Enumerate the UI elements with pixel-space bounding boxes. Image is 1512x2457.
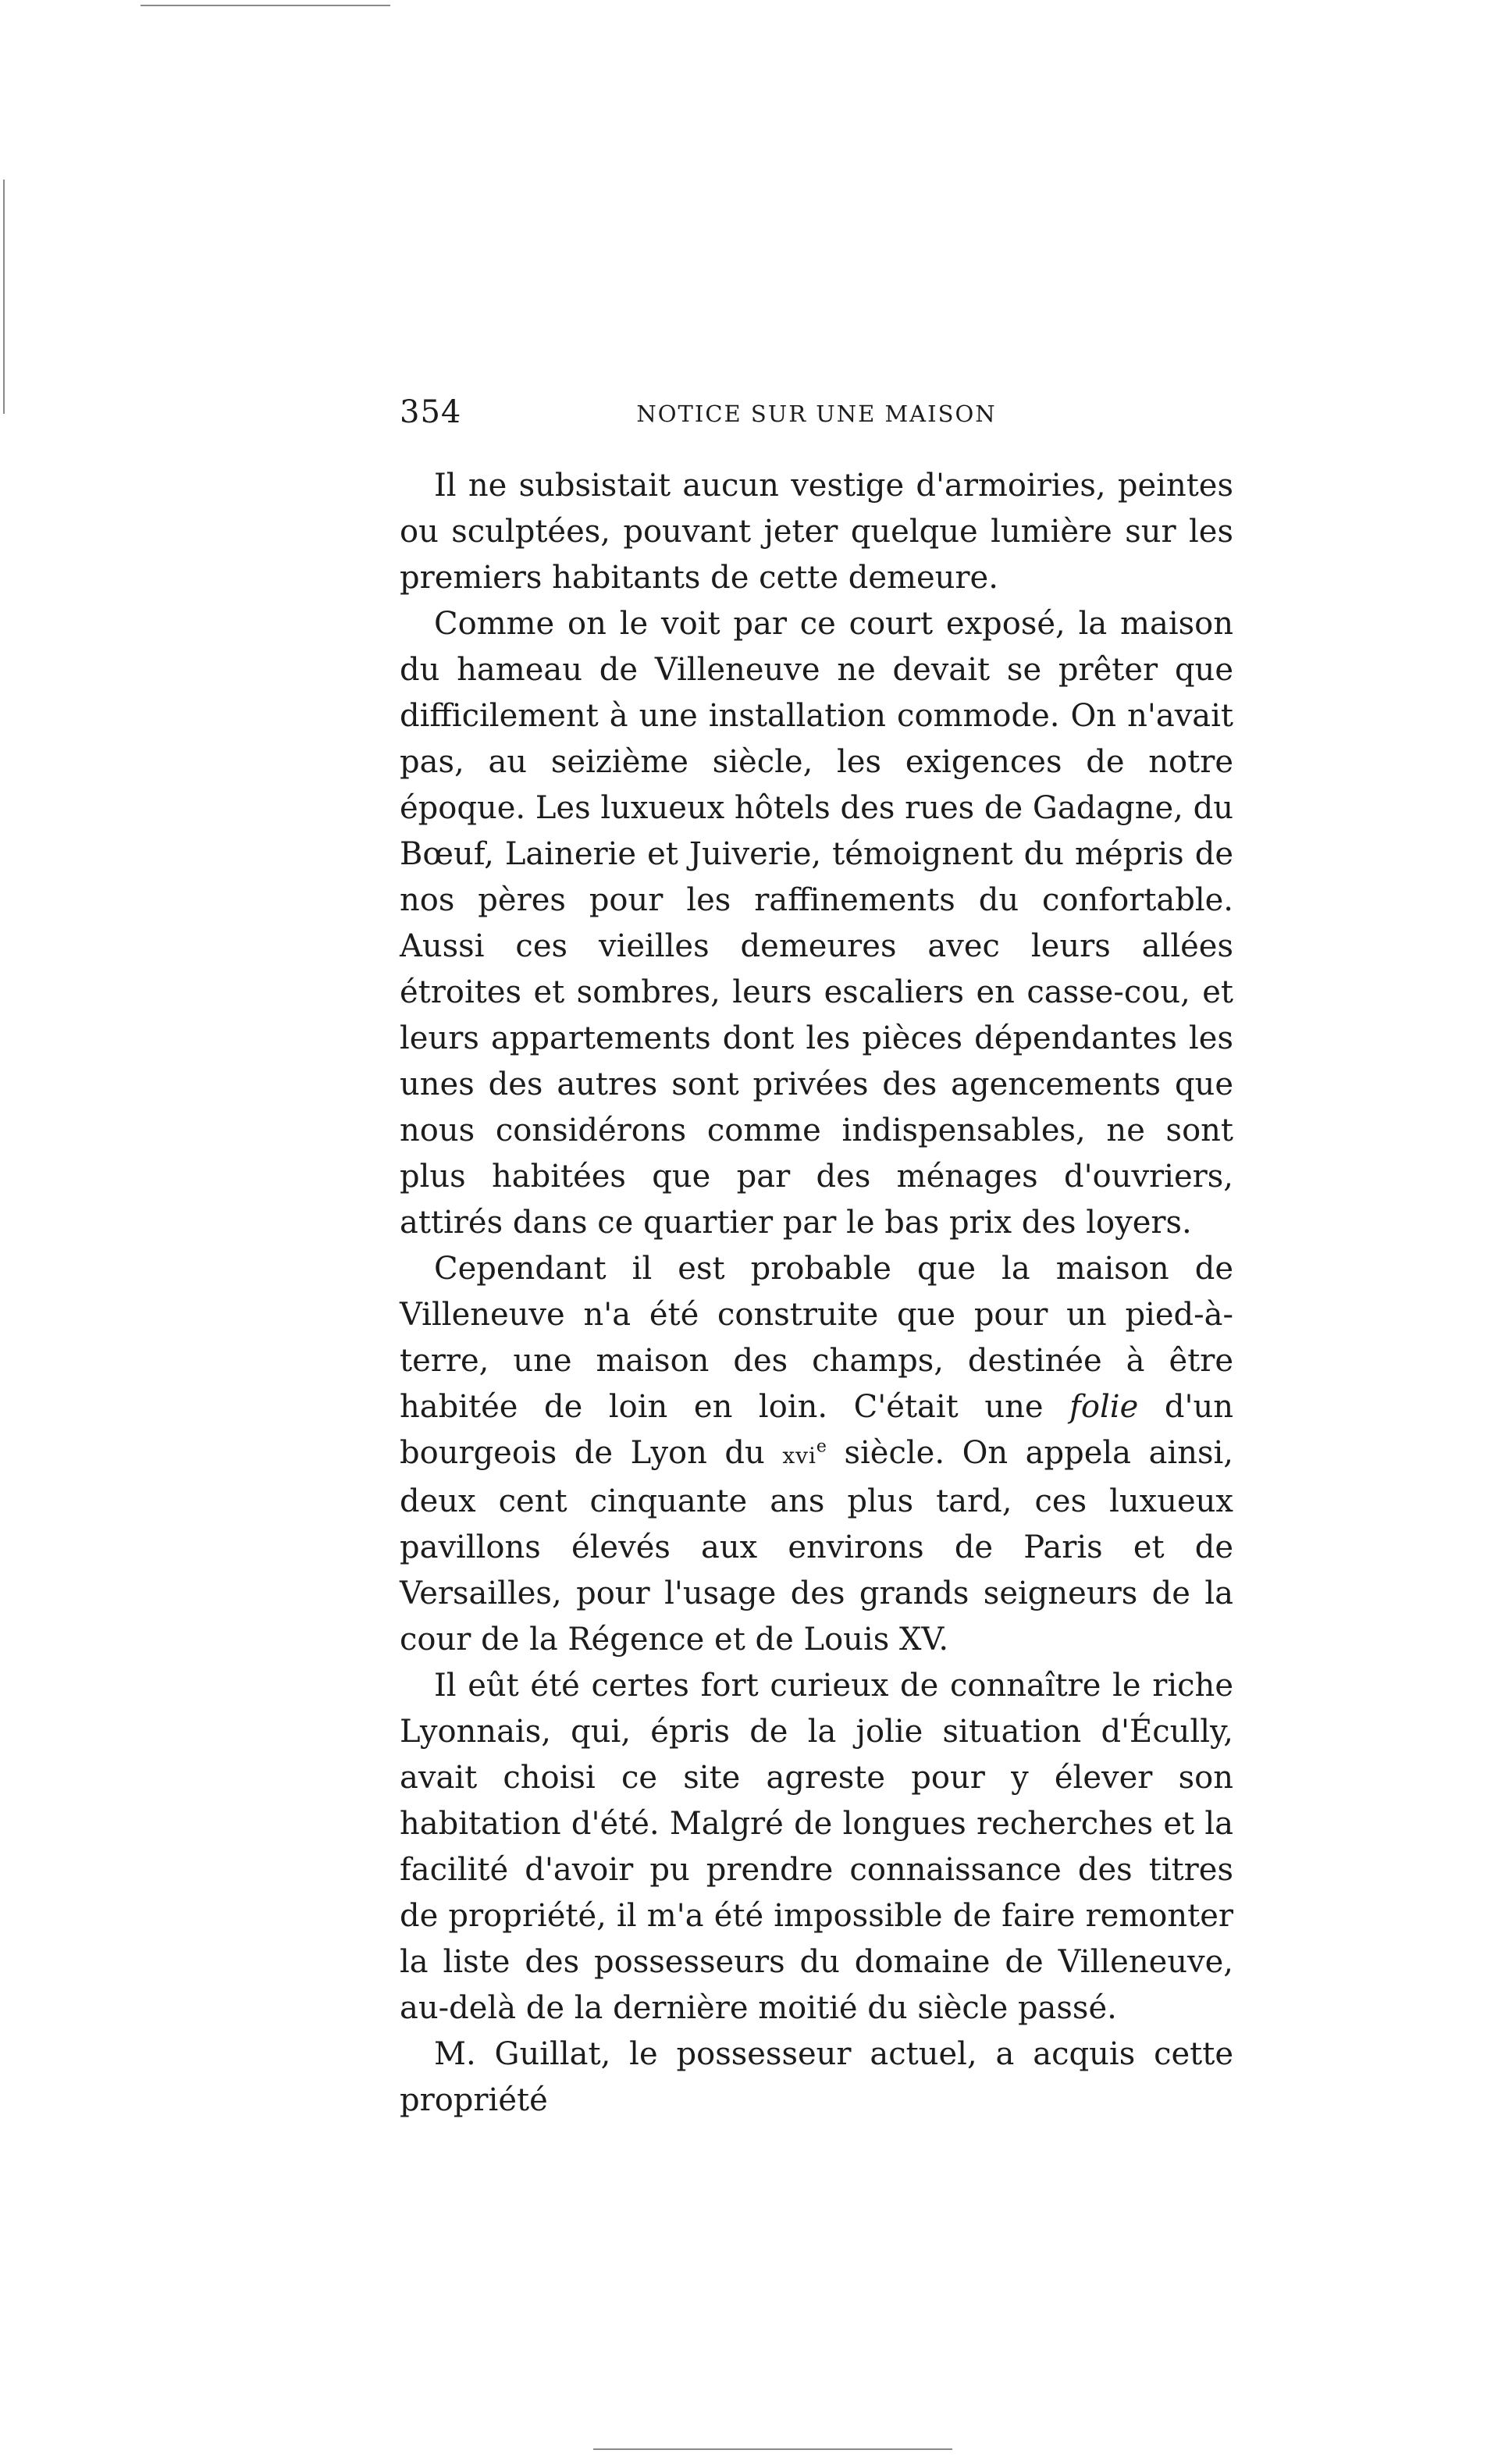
chapter-title: NOTICE SUR UNE MAISON [636,401,997,427]
paragraph-3 [400,1246,1233,1663]
book-page [400,394,1233,2124]
italic-word-folie: folie [1069,1389,1139,1425]
scan-edge-mark-left [3,180,5,414]
paragraph-2: Comme on le voit par ce court exposé, la maison du hameau de Villeneuve ne devait se prêter que difficilement à une installation commode. On n'avait pas, au seizième siècle, les exigences de notre époque. Les luxueux hôtels des rues de Gadagne, du Bœuf, Lainerie et Juiverie, témoignent du mépris de nos pères pour les raffinements du confortable. Aussi ces vieilles demeures avec leurs allées étroites et sombres, leurs escaliers en casse-cou, et leurs appartements dont les pièces dépendantes les unes des autres sont privées des agencements que nous considérons comme indispensables, ne sont plus habitées que par des ménages d'ouvriers, attirés dans ce quartier par le bas prix des loyers. [400,606,1233,1241]
paragraph-5: M. Guillat, le possesseur actuel, a acquis cette propriété [400,2036,1233,2118]
scan-edge-mark-bottom [593,2448,952,2450]
running-header [400,394,1233,441]
paragraph-3-text-a: Cependant il est probable que la maison de Villeneuve n'a été construite que pour un pied-à-terre, une maison des champs, destinée à être habitée de loin en loin. C'était une [400,1251,1233,1425]
paragraph-4: Il eût été certes fort curieux de connaître le riche Lyonnais, qui, épris de la jolie situation d'Écully, avait choisi ce site agreste pour y élever son habitation d'été. Malgré de longues recherches et la facilité d'avoir pu prendre connaissance des titres de propriété, il m'a été impossible de faire remonter la liste des possesseurs du domaine de Villeneuve, au-delà de la dernière moitié du siècle passé. [400,1668,1233,2026]
century-numeral: xvi [782,1443,816,1469]
century-suffix: e [816,1437,827,1457]
paragraph-3-text-c: siècle. On appela ainsi, deux cent cinquante ans plus tard, ces luxueux pavillons élevés aux environs de Paris et de Versailles, pour l'usage des grands seigneurs de la cour de la Régence et de Louis XV. [400,1435,1233,1658]
paragraph-1: Il ne subsistait aucun vestige d'armoiries, peintes ou sculptées, pouvant jeter quelque lumière sur les premiers habitants de cette demeure. [400,468,1233,596]
page-number: 354 [400,394,462,430]
scan-edge-mark-top [141,5,390,6]
paragraph-3-text-b: d'un bourgeois de Lyon du [400,1389,1233,1471]
